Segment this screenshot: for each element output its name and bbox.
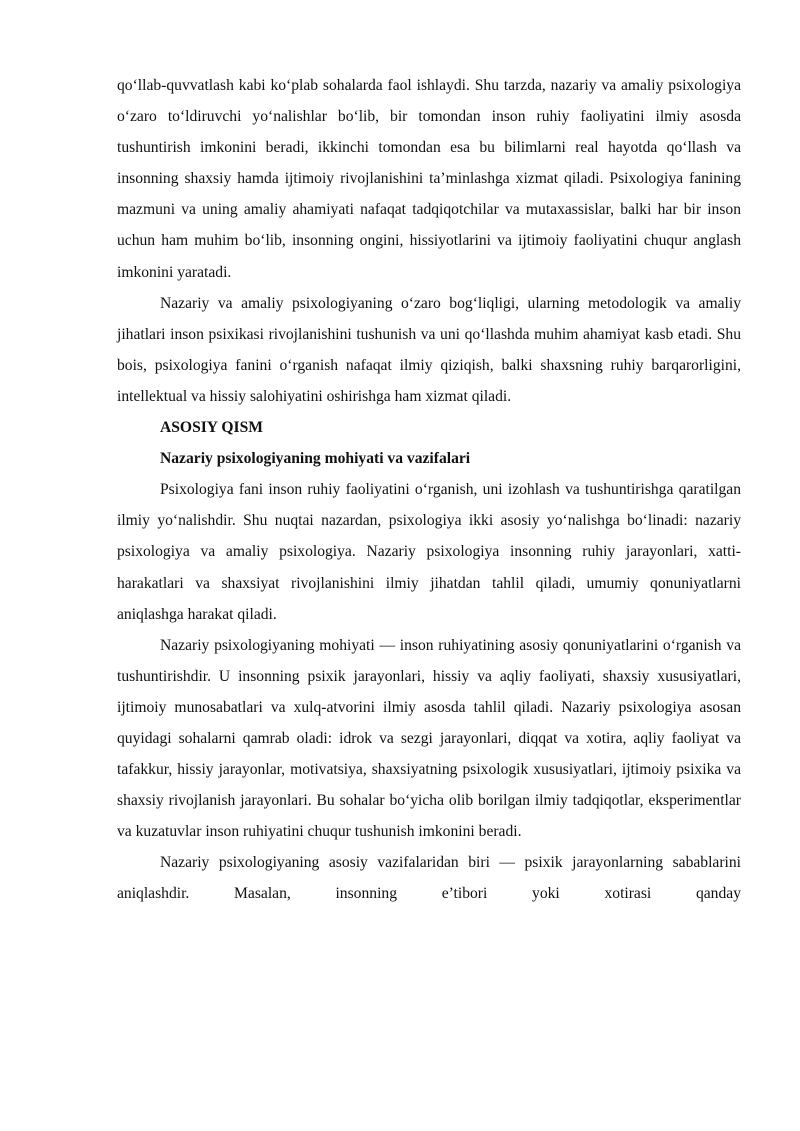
body-paragraph: Nazariy psixologiyaning mohiyati — inson ruhiyatining asosiy qonuniyatlarini o‘rganish va tushuntirishdir. U insonning psixik jarayonlari, hissiy va aqliy faoliyati, shaxsiy xususiyatlari, ijtimoiy munosabatlari va xulq-atvorini ilmiy asosda tahlil qiladi. Nazariy psixologiya asosan quyidagi sohalarni qamrab oladi: idrok va sezgi jarayonlari, diqqat va xotira, aqliy faoliyat va tafakkur, hissiy jarayonlar, motivatsiya, shaxsiyatning psixologik xususiyatlari, ijtimoiy psixika va shaxsiy rivojlanish jarayonlari. Bu sohalar bo‘yicha olib borilgan ilmiy tadqiqotlar, eksperimentlar va kuzatuvlar inson ruhiyatini chuqur tushunish imkonini beradi. <box>117 636 741 841</box>
body-paragraph: Nazariy va amaliy psixologiyaning o‘zaro bog‘liqligi, ularning metodologik va amaliy jihatlari inson psixikasi rivojlanishini tushunish va uni qo‘llashda muhim ahamiyat kasb etadi. Shu bois, psixologiya fanini o‘rganish nafaqat ilmiy qiziqish, balki shaxsning ruhiy barqarorligini, intellektual va hissiy salohiyatini oshirishga ham xizmat qiladi. <box>117 294 741 405</box>
body-paragraph: qo‘llab-quvvatlash kabi ko‘plab sohalarda faol ishlaydi. Shu tarzda, nazariy va amaliy psixologiya o‘zaro to‘ldiruvchi yo‘nalishlar bo‘lib, bir tomondan inson ruhiy faoliyatini ilmiy asosda tushuntirish imkonini beradi, ikkinchi tomondan esa bu bilimlarni real hayotda qo‘llash va insonning shaxsiy hamda ijtimoiy rivojlanishini ta’minlashga xizmat qiladi. Psixologiya fanining mazmuni va uning amaliy ahamiyati nafaqat tadqiqotchilar va mutaxassislar, balki har bir inson uchun ham muhim bo‘lib, insonning ongini, hissiyotlarini va ijtimoiy faoliyatini chuqur anglash imkonini yaratadi. <box>117 77 741 281</box>
body-paragraph: Nazariy psixologiyaning asosiy vazifalaridan biri — psixik jarayonlarning sabablarini aniqlashdir. Masalan, insonning e’tibori yoki xotirasi qanday <box>117 854 741 903</box>
document-page <box>117 70 741 910</box>
section-heading: ASOSIY QISM <box>160 419 263 437</box>
body-paragraph: Psixologiya fani inson ruhiy faoliyatini o‘rganish, uni izohlash va tushuntirishga qaratilgan ilmiy yo‘nalishdir. Shu nuqtai nazardan, psixologiya ikki asosiy yo‘nalishga bo‘linadi: nazariy psixologiya va amaliy psixologiya. Nazariy psixologiya insonning ruhiy jarayonlari, xatti-harakatlari va shaxsiyat rivojlanishini ilmiy jihatdan tahlil qiladi, umumiy qonuniyatlarni aniqlashga harakat qiladi. <box>117 481 741 623</box>
subsection-heading: Nazariy psixologiyaning mohiyati va vazifalari <box>160 450 471 468</box>
